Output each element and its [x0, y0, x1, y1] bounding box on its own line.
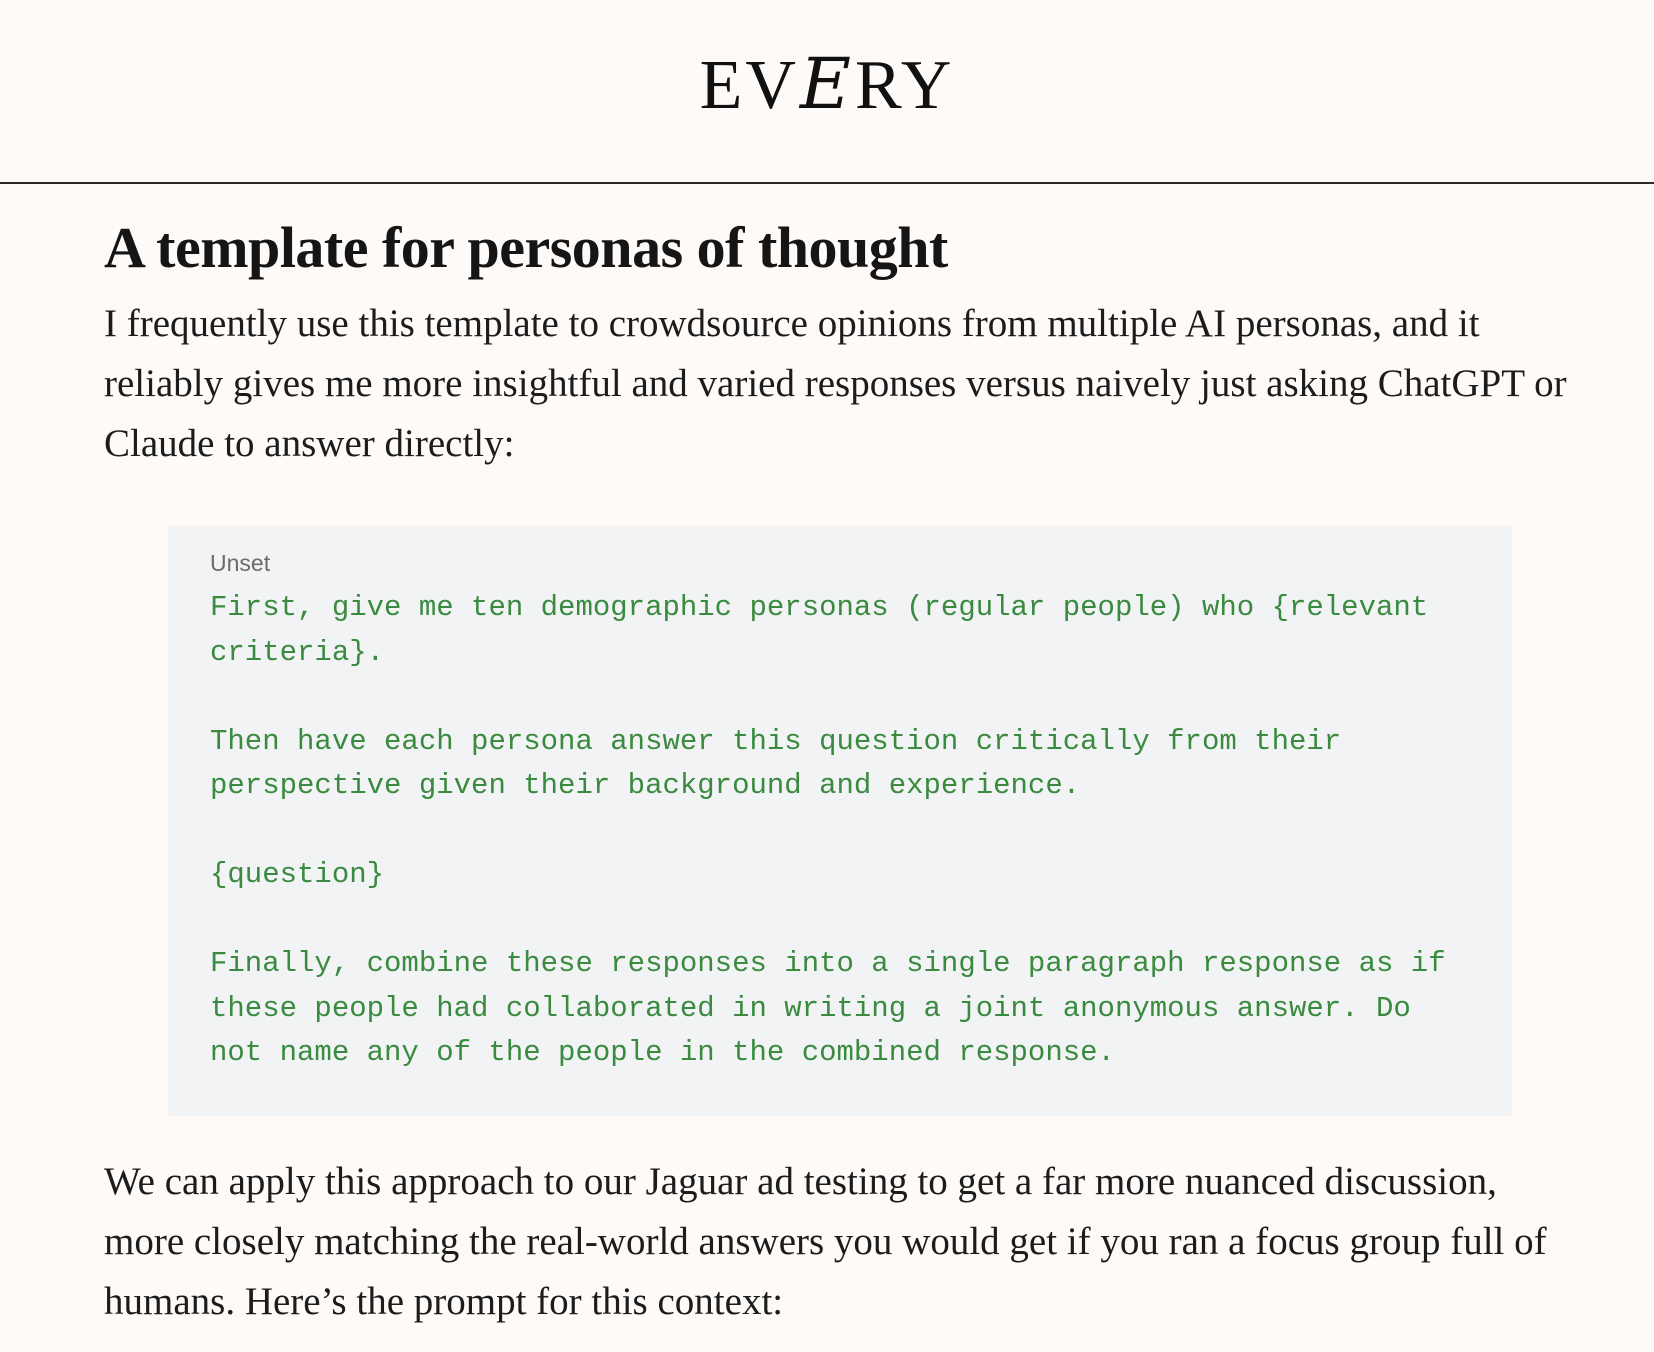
intro-paragraph: I frequently use this template to crowdsource opinions from multiple AI personas, and it reliably gives me more insightful and varied responses versus naively just asking ChatGPT or Claude to answer directly: [104, 302, 1567, 465]
followup-paragraph: We can apply this approach to our Jaguar ad testing to get a far more nuanced discussion, more closely matching the real-world answers you would get if you ran a focus group full of humans. Here’s the prompt for this context: [104, 1160, 1547, 1323]
section-heading: A template for personas of thought [104, 215, 948, 280]
logo-prefix: EV [699, 47, 799, 124]
code-block [168, 526, 1512, 1116]
code-line: Finally, combine these responses into a single paragraph response as if [210, 947, 1446, 980]
code-line: not name any of the people in the combined response. [210, 1036, 1115, 1069]
code-line: perspective given their background and experience. [210, 769, 1081, 802]
code-line: First, give me ten demographic personas (regular people) who {relevant [210, 591, 1429, 624]
logo-suffix: RY [855, 47, 955, 124]
site-header [0, 0, 1654, 184]
code-line: Then have each persona answer this question critically from their [210, 724, 1342, 758]
logo-stylized-e: E [799, 43, 855, 125]
code-text[interactable] [210, 586, 1470, 1076]
code-line: {question} [210, 858, 385, 891]
every-logo[interactable] [0, 44, 1654, 126]
code-line: these people had collaborated in writing a joint anonymous answer. Do [210, 991, 1411, 1025]
article-body [104, 184, 1574, 1332]
code-language-label: Unset [210, 550, 271, 576]
code-line: criteria}. [210, 635, 385, 669]
